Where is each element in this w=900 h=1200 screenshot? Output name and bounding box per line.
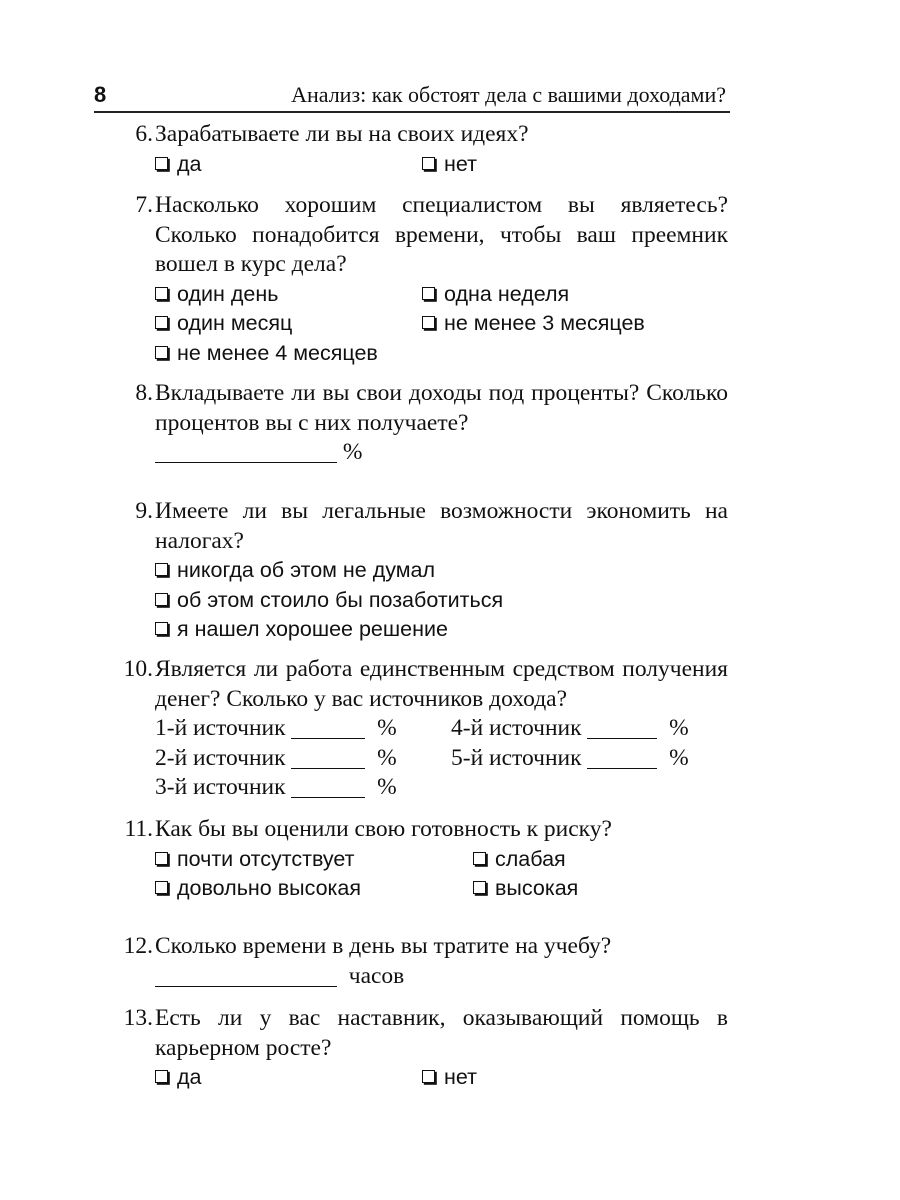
question-11 (118, 815, 728, 904)
question-number: 7. (135, 192, 153, 218)
question-text: Насколько хорошим специалистом вы являетесь? Сколько понадобится времени, чтобы ваш преемник вошел в курс дела? (155, 192, 728, 277)
header-rule (94, 111, 730, 113)
checkbox-icon[interactable] (155, 881, 168, 894)
question-text: Как бы вы оценили свою готовность к риску? (155, 816, 612, 842)
income-source-field[interactable]: 3-й источник % (155, 774, 397, 800)
running-title: Анализ: как обстоят дела с вашими доходами? (291, 82, 726, 107)
income-source-field[interactable]: 5-й источник % (451, 744, 689, 771)
question-6 (118, 120, 728, 179)
question-number: 6. (135, 121, 153, 147)
option-checkbox[interactable]: я нашел хорошее решение (155, 615, 448, 645)
percent-answer-field[interactable]: % (155, 438, 362, 468)
checkbox-icon[interactable] (422, 1070, 435, 1083)
option-checkbox[interactable]: одна неделя (422, 280, 569, 310)
answer-blank[interactable] (291, 717, 365, 739)
question-text: Сколько времени в день вы тратите на учебу? (155, 933, 612, 959)
hours-answer-field[interactable]: часов (155, 962, 404, 992)
answer-blank[interactable] (155, 441, 337, 463)
question-7 (118, 191, 728, 368)
question-text: Зарабатываете ли вы на своих идеях? (155, 121, 529, 147)
question-number: 10. (123, 656, 153, 682)
question-9 (118, 497, 728, 645)
option-checkbox[interactable]: нет (422, 150, 477, 180)
option-checkbox[interactable]: да (155, 150, 202, 180)
question-text: Вкладываете ли вы свои доходы под проценты? Сколько процентов вы с них получаете? (155, 380, 728, 436)
answer-blank[interactable] (587, 747, 657, 769)
checkbox-icon[interactable] (422, 157, 435, 170)
question-number: 11. (124, 816, 153, 842)
checkbox-icon[interactable] (473, 881, 486, 894)
checkbox-icon[interactable] (155, 593, 168, 606)
answer-blank[interactable] (291, 747, 365, 769)
option-checkbox[interactable]: слабая (473, 845, 566, 875)
page-header (94, 82, 730, 112)
checkbox-icon[interactable] (155, 287, 168, 300)
question-number: 13. (123, 1005, 153, 1031)
question-13 (118, 1004, 728, 1093)
option-checkbox[interactable]: нет (422, 1063, 477, 1093)
question-8 (118, 379, 728, 468)
question-number: 9. (135, 498, 153, 524)
income-source-field[interactable]: 4-й источник % (451, 715, 689, 741)
option-checkbox[interactable]: высокая (473, 874, 578, 904)
option-checkbox[interactable]: не менее 4 месяцев (155, 339, 378, 369)
option-checkbox[interactable]: почти отсутствует (155, 845, 355, 875)
checkbox-icon[interactable] (155, 852, 168, 865)
checkbox-icon[interactable] (422, 316, 435, 329)
option-checkbox[interactable]: об этом стоило бы позаботиться (155, 586, 503, 616)
income-source-field[interactable]: 2-й источник % (155, 744, 397, 771)
checkbox-icon[interactable] (155, 622, 168, 635)
checkbox-icon[interactable] (155, 346, 168, 359)
checkbox-icon[interactable] (473, 852, 486, 865)
checkbox-icon[interactable] (422, 287, 435, 300)
answer-blank[interactable] (155, 965, 337, 987)
option-checkbox[interactable]: один месяц (155, 309, 292, 339)
question-number: 12. (123, 933, 153, 959)
option-checkbox[interactable]: не менее 3 месяцев (422, 309, 645, 339)
question-12 (118, 932, 728, 991)
income-source-field[interactable]: 1-й источник % (155, 715, 397, 741)
question-text: Имеете ли вы легальные возможности экономить на налогах? (155, 498, 728, 554)
option-checkbox[interactable]: один день (155, 280, 278, 310)
page-number: 8 (94, 82, 107, 107)
answer-blank[interactable] (587, 717, 657, 739)
question-text: Есть ли у вас наставник, оказывающий помощь в карьерном росте? (155, 1005, 728, 1061)
question-text: Является ли работа единственным средством получения денег? Сколько у вас источников дохода? (155, 656, 728, 712)
checkbox-icon[interactable] (155, 157, 168, 170)
checkbox-icon[interactable] (155, 316, 168, 329)
option-checkbox[interactable]: никогда об этом не думал (155, 556, 435, 586)
option-checkbox[interactable]: довольно высокая (155, 874, 361, 904)
answer-blank[interactable] (291, 776, 365, 798)
question-number: 8. (135, 380, 153, 406)
option-checkbox[interactable]: да (155, 1063, 202, 1093)
checkbox-icon[interactable] (155, 1070, 168, 1083)
question-10 (118, 655, 728, 803)
checkbox-icon[interactable] (155, 563, 168, 576)
